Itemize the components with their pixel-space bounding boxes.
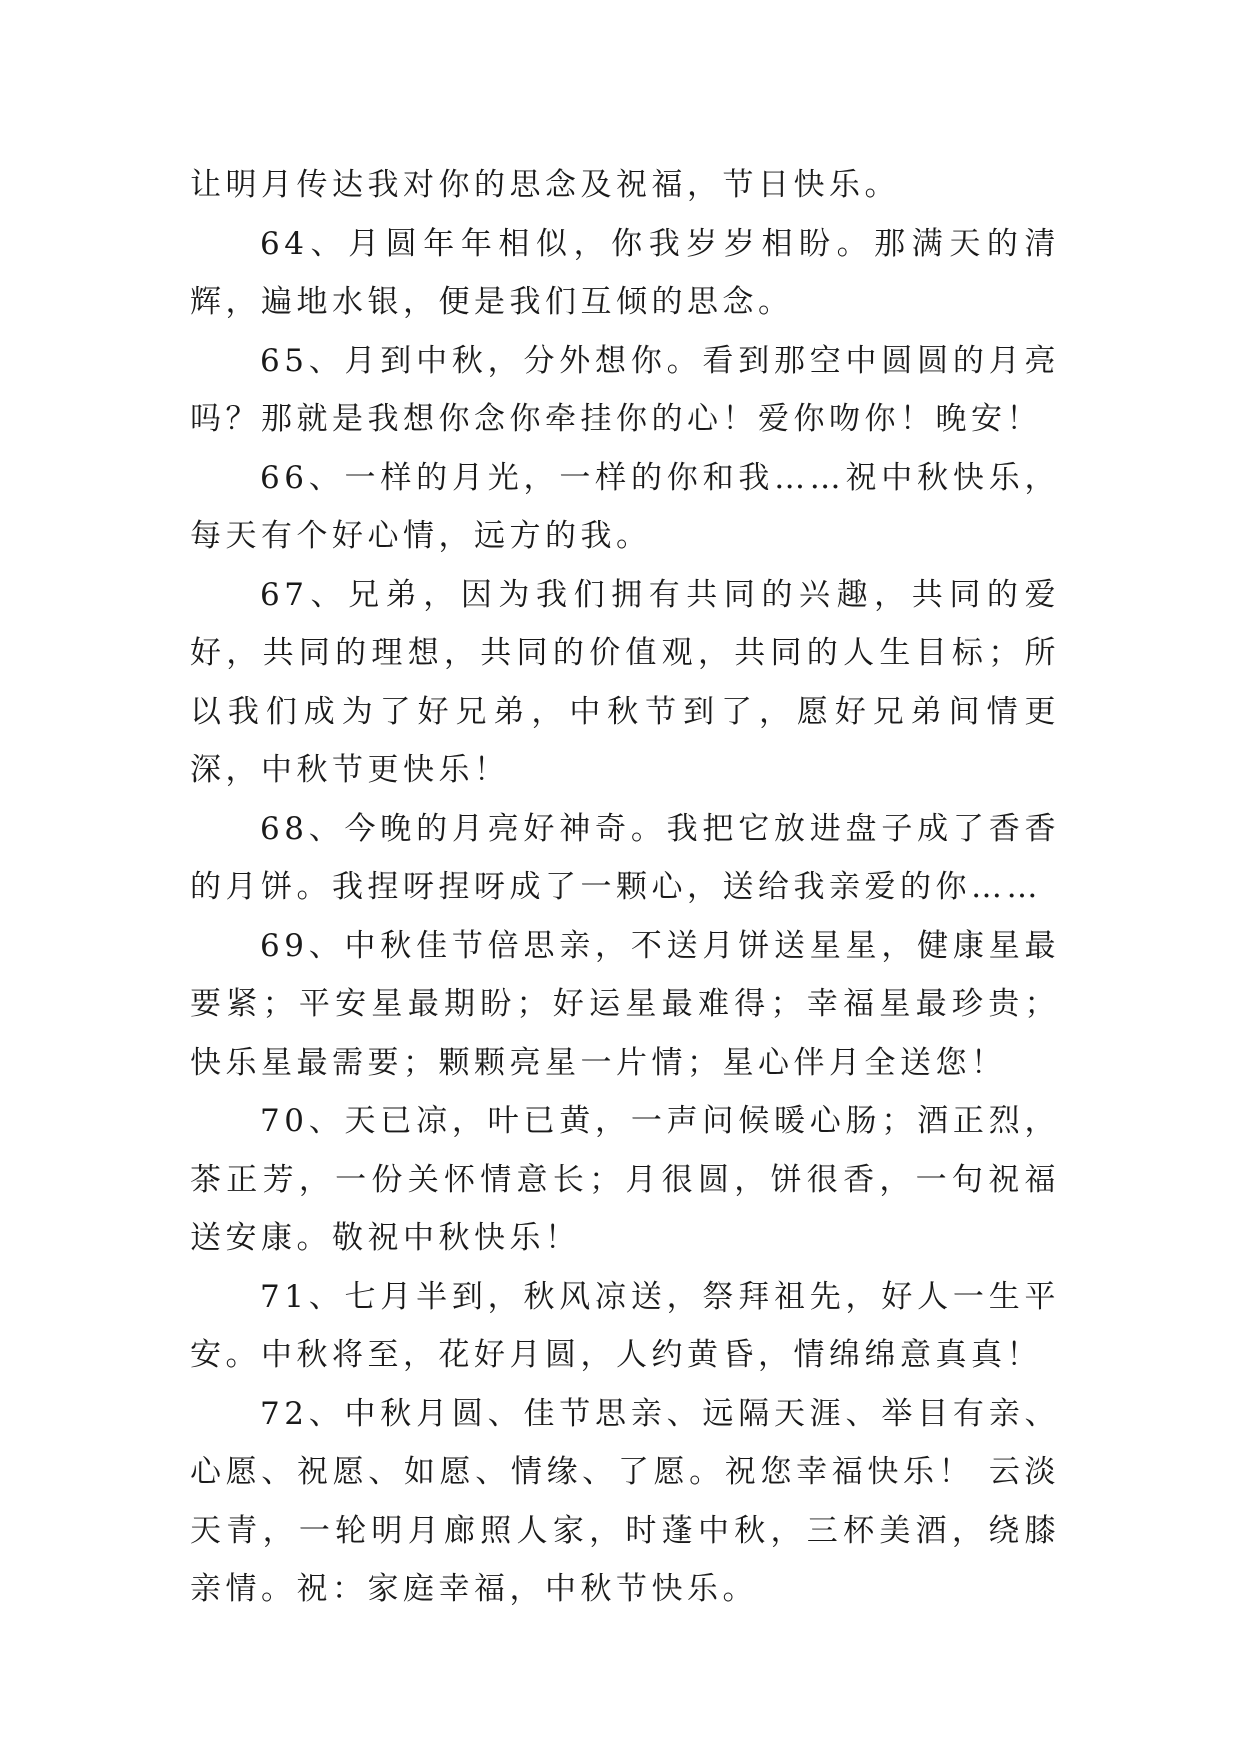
paragraph-71: 71、七月半到，秋风凉送，祭拜祖先，好人一生平安。中秋将至，花好月圆，人约黄昏，情绵绵意真真！ (190, 1278, 1060, 1373)
paragraph-continuation: 让明月传达我对你的思念及祝福，节日快乐。 (190, 167, 900, 203)
paragraph-64: 64、月圆年年相似，你我岁岁相盼。那满天的清辉，遍地水银，便是我们互倾的思念。 (190, 225, 1060, 320)
paragraph-69: 69、中秋佳节倍思亲，不送月饼送星星，健康星最要紧；平安星最期盼；好运星最难得；幸福星最珍贵；快乐星最需要；颗颗亮星一片情；星心伴月全送您！ (190, 927, 1060, 1081)
paragraph-68: 68、今晚的月亮好神奇。我把它放进盘子成了香香的月饼。我捏呀捏呀成了一颗心，送给我亲爱的你…… (190, 810, 1060, 905)
paragraph-66: 66、一样的月光，一样的你和我……祝中秋快乐，每天有个好心情，远方的我。 (190, 459, 1060, 554)
paragraph-65: 65、月到中秋，分外想你。看到那空中圆圆的月亮吗？那就是我想你念你牵挂你的心！爱你吻你！晚安！ (190, 342, 1060, 437)
paragraph-67: 67、兄弟，因为我们拥有共同的兴趣，共同的爱好，共同的理想，共同的价值观，共同的人生目标；所以我们成为了好兄弟，中秋节到了，愿好兄弟间情更深，中秋节更快乐！ (190, 576, 1060, 788)
document-body (190, 156, 1060, 1619)
paragraph-70: 70、天已凉，叶已黄，一声问候暖心肠；酒正烈，茶正芳，一份关怀情意长；月很圆，饼很香，一句祝福送安康。敬祝中秋快乐！ (190, 1103, 1060, 1256)
paragraph-72: 72、中秋月圆、佳节思亲、远隔天涯、举目有亲、心愿、祝愿、如愿、情缘、了愿。祝您幸福快乐！ 云淡天青，一轮明月廊照人家，时蓬中秋，三杯美酒，绕膝亲情。祝：家庭幸福，中秋节快乐。 (190, 1395, 1060, 1607)
